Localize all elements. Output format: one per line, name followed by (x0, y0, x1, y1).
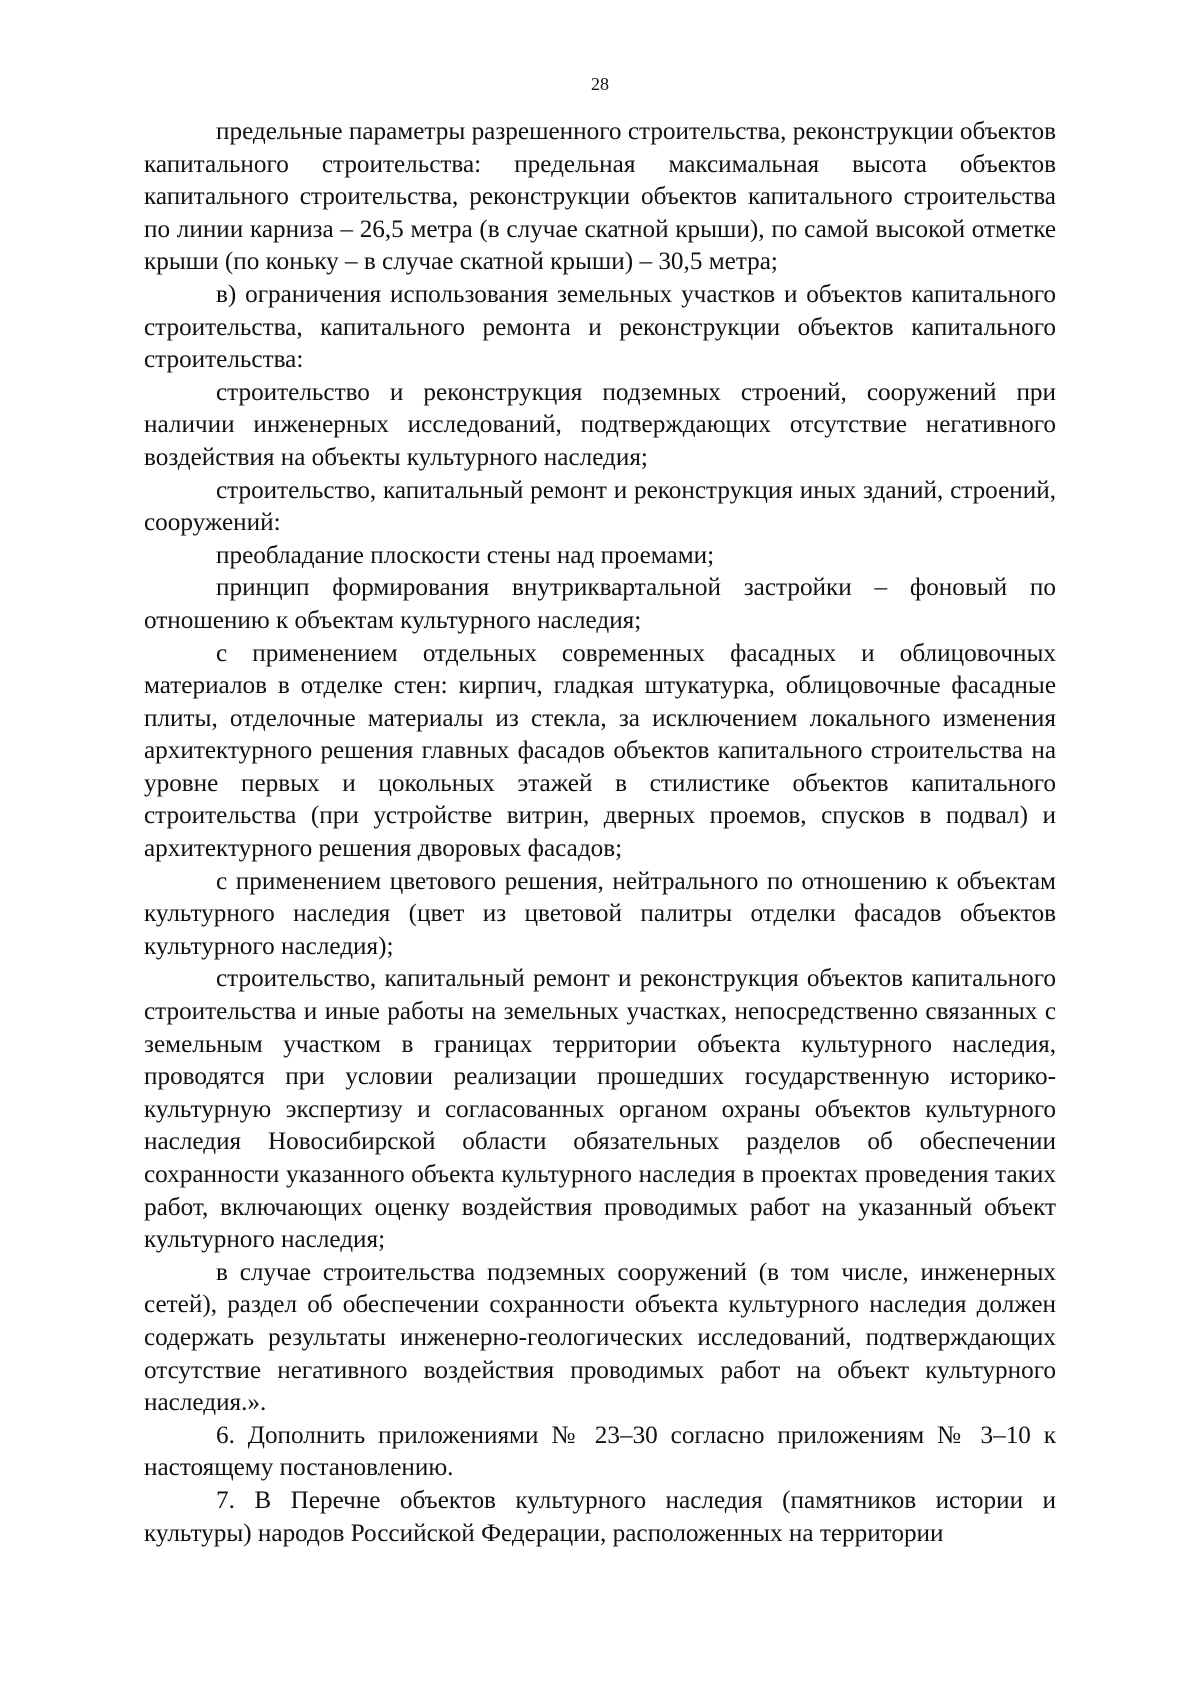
page-number: 28 (591, 74, 609, 94)
paragraph-item-6: 6. Дополнить приложениями № 23–30 согласно приложениям № 3–10 к настоящему постановлению. (144, 1421, 1056, 1482)
paragraph-underground-construction: строительство и реконструкция подземных строений, сооружений при наличии инженерных исследований, подтверждающих отсутствие негативного воздействия на объекты культурного наследия; (144, 378, 1056, 471)
paragraph-underground-structures: в случае строительства подземных сооружений (в том числе, инженерных сетей), раздел об обеспечении сохранности объекта культурного наследия должен содержать результаты инженерно-геологических исследований, подтверждающих отсутствие негативного воздействия проводимых работ на объект культурного наследия.». (144, 1258, 1056, 1417)
paragraph-facade-materials: с применением отдельных современных фасадных и облицовочных материалов в отделке стен: кирпич, гладкая штукатурка, облицовочные фасадные плиты, отделочные материалы из стекла, за исключением локального изменения архитектурного решения главных фасадов объектов капитального строительства на уровне первых и цокольных этажей в стилистике объектов капитального строительства (при устройстве витрин, дверных проемов, спусков в подвал) и архитектурного решения дворовых фасадов; (144, 639, 1056, 863)
paragraph-wall-plane: преобладание плоскости стены над проемами; (216, 541, 715, 569)
document-body (144, 116, 1056, 1550)
paragraph-other-buildings: строительство, капитальный ремонт и реконструкция иных зданий, строений, сооружений: (144, 476, 1056, 537)
paragraph-works-conditions: строительство, капитальный ремонт и реконструкция объектов капитального строительства и иные работы на земельных участках, непосредственно связанных с земельным участком в границах территории объекта культурного наследия, проводятся при условии реализации прошедших государственную историко-культурную экспертизу и согласованных органом охраны объектов культурного наследия Новосибирской области обязательных разделов об обеспечении сохранности указанного объекта культурного наследия в проектах проведения таких работ, включающих оценку воздействия проводимых работ на указанный объект культурного наследия; (144, 965, 1056, 1254)
paragraph-restrictions-heading: в) ограничения использования земельных участков и объектов капитального строительства, капитального ремонта и реконструкции объектов капитального строительства: (144, 280, 1056, 374)
paragraph-height-limits: предельные параметры разрешенного строительства, реконструкции объектов капитального строительства: предельная максимальная высота объектов капитального строительства, реконструкции объектов капитального строительства по линии карниза – 26,5 метра (в случае скатной крыши), по самой высокой отметке крыши (по коньку – в случае скатной крыши) – 30,5 метра; (144, 118, 1056, 276)
paragraph-item-7: 7. В Перечне объектов культурного наследия (памятников истории и культуры) народов Российской Федерации, расположенных на территории (144, 1486, 1056, 1547)
paragraph-color-solution: с применением цветового решения, нейтрального по отношению к объектам культурного наследия (цвет из цветовой палитры отделки фасадов объектов культурного наследия); (144, 867, 1056, 960)
paragraph-background-development: принцип формирования внутриквартальной застройки – фоновый по отношению к объектам культурного наследия; (144, 574, 1056, 634)
